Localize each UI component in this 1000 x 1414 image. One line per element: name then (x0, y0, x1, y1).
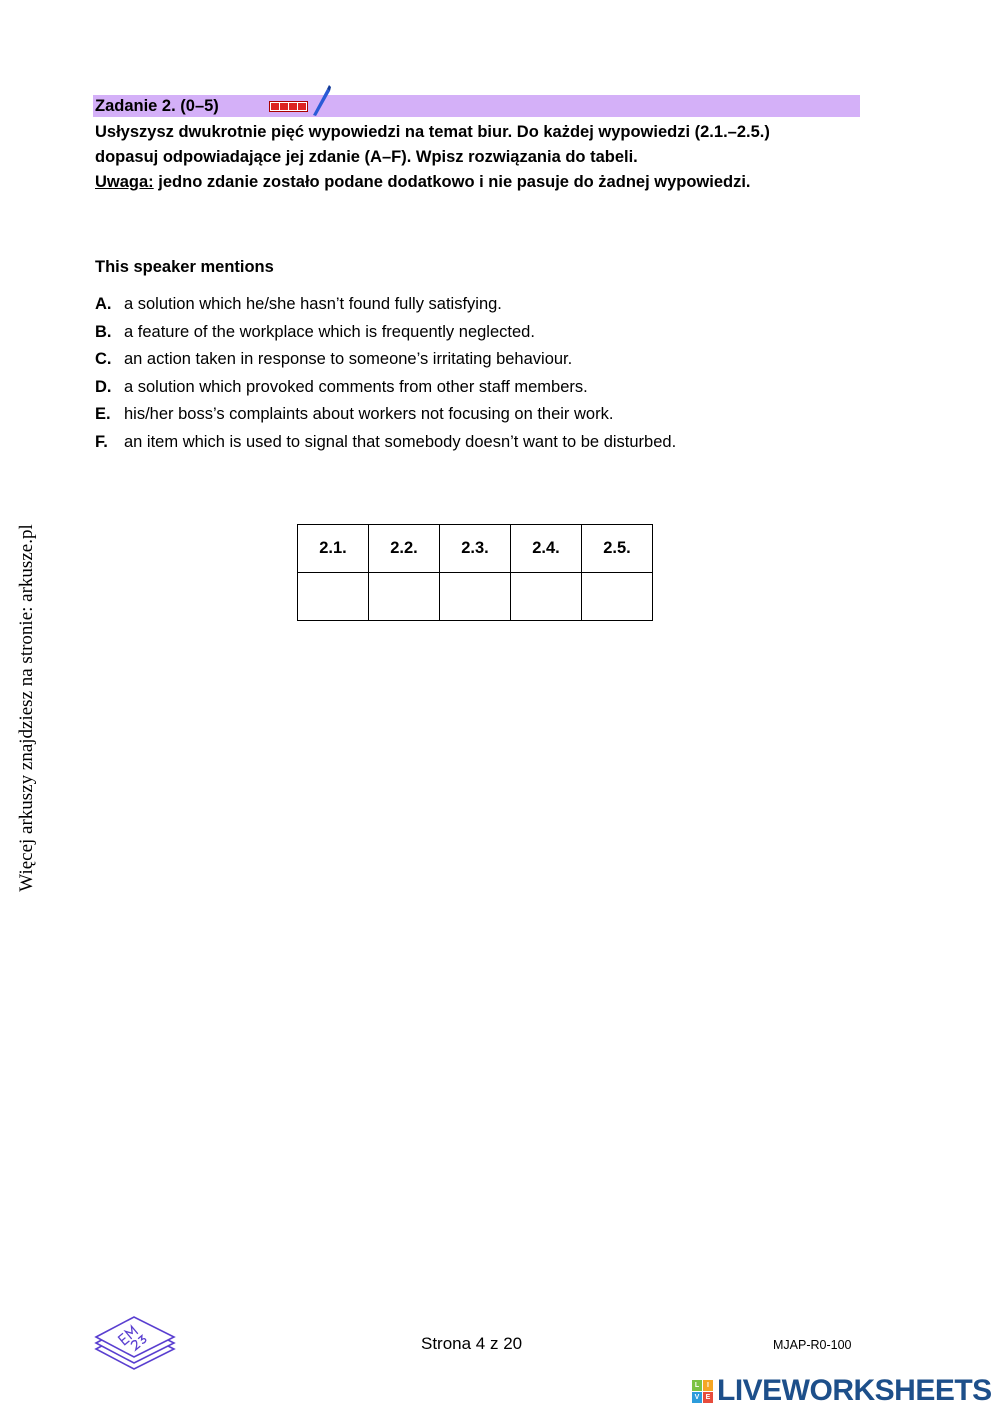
answer-input-2-4[interactable] (511, 575, 581, 619)
option-item (95, 378, 676, 406)
answer-input-2-2[interactable] (369, 575, 439, 619)
option-text: a feature of the workplace which is frequently neglected. (124, 322, 535, 341)
option-letter: A. (95, 295, 112, 313)
table-header: 2.3. (440, 525, 511, 573)
em-logo-icon (94, 1313, 176, 1371)
score-boxes-icon (269, 101, 308, 112)
instruction-line: dopasuj odpowiadające jej zdanie (A–F). Wpisz rozwiązania do tabeli. (95, 148, 638, 166)
answer-cell (369, 573, 440, 621)
logo-letter: I (703, 1380, 713, 1391)
table-header: 2.4. (511, 525, 582, 573)
option-text: an item which is used to signal that somebody doesn’t want to be disturbed. (124, 432, 677, 451)
pen-icon (311, 85, 331, 117)
lead-text: This speaker mentions (95, 258, 274, 276)
page-number: Strona 4 z 20 (421, 1334, 523, 1353)
option-letter: B. (95, 322, 112, 341)
answer-input-2-3[interactable] (440, 575, 510, 619)
answer-input-2-5[interactable] (582, 575, 652, 619)
option-letter: D. (95, 377, 112, 396)
option-text: an action taken in response to someone’s irritating behaviour. (124, 350, 573, 369)
task-header (93, 95, 860, 117)
table-header: 2.2. (369, 525, 440, 573)
option-item (95, 295, 676, 323)
table-header: 2.5. (582, 525, 653, 573)
side-watermark: Więcej arkuszy znajdziesz na stronie: arkusze.pl (16, 524, 37, 892)
option-item (95, 323, 676, 351)
answer-cell (582, 573, 653, 621)
brand-name: LIVEWORKSHEETS (717, 1374, 992, 1407)
option-letter: E. (95, 405, 111, 424)
logo-letter: E (703, 1392, 713, 1403)
options-list (95, 295, 676, 461)
answer-input-2-1[interactable] (298, 575, 368, 619)
option-text: a solution which he/she hasn’t found fully satisfying. (124, 295, 502, 313)
answer-cell (298, 573, 369, 621)
answer-table (297, 524, 653, 621)
task-instructions (95, 120, 770, 195)
exam-code: MJAP-R0-100 (773, 1338, 852, 1352)
option-item (95, 350, 676, 378)
instruction-line: Usłyszysz dwukrotnie pięć wypowiedzi na temat biur. Do każdej wypowiedzi (2.1.–2.5.) (95, 123, 770, 141)
live-squares-icon (692, 1380, 713, 1403)
note-text: jedno zdanie zostało podane dodatkowo i nie pasuje do żadnej wypowiedzi. (153, 173, 751, 191)
logo-letter: L (692, 1380, 702, 1391)
note-label: Uwaga: (95, 173, 154, 191)
task-title: Zadanie 2. (0–5) (95, 97, 219, 115)
logo-letter: V (692, 1392, 702, 1403)
liveworksheets-logo (692, 1374, 992, 1408)
option-text: a solution which provoked comments from other staff members. (124, 377, 588, 396)
option-item (95, 433, 676, 461)
option-letter: C. (95, 350, 112, 369)
answer-cell (511, 573, 582, 621)
answer-cell (440, 573, 511, 621)
option-letter: F. (95, 432, 108, 451)
option-item (95, 405, 676, 433)
option-text: his/her boss’s complaints about workers not focusing on their work. (124, 405, 614, 424)
table-header: 2.1. (298, 525, 369, 573)
note (95, 170, 770, 195)
